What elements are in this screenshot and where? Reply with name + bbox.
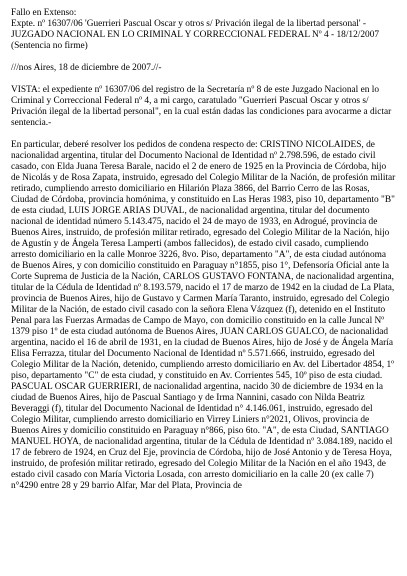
case-reference: Expte. nº 16307/06 'Guerrieri Pascual Oscar y otros s/ Privación ilegal de la libertad personal' - JUZGADO NACIONAL EN LO CRIMINAL Y CORRECCIONAL FEDERAL Nº 4 - 18/12/2007 (Sentencia no firme): [11, 19, 382, 51]
defendants-paragraph: En particular, deberé resolver los pedidos de condena respecto de: CRISTINO NICOLAIDES, de nacionalidad argentina, titular del Documento Nacional de Identidad nº 2.798.596, de estado civil casado, con Elda Juana Teresa Barale, nacido el 2 de enero de 1925 en la Provincia de Córdoba, hijo de Nicolás y de Rosa Zapata, instruido, egresado del Colegio Militar de la Nación, de profesión militar retirado, cumpliendo arresto domiciliario en Hilarión Plaza 3866, del Barrio Cerro de las Rosas, Ciudad de Córdoba, provincia homónima, y constituido en Las Heras 1983, piso 10, departamento "B" de esta ciudad, LUIS JORGE ARIAS DUVAL, de nacionalidad argentina, titular del documento nacional de identidad número 5.143.475, nacido el 24 de mayo de 1933, en Adrogué, provincia de Buenos Aires, instruido, de profesión militar retirado, egresado del Colegio Militar de la Nación, hijo de Agustín y de Ángela Teresa Lamperti (ambos fallecidos), de estado civil casado, cumpliendo arresto domiciliario en la calle Monroe 3226, 8vo. Piso, departamento "A", de esta ciudad autónoma de Buenos Aires, y con domicilio constituido en Paraguay n°1855, piso 1°, Defensoría Oficial ante la Corte Suprema de Justicia de la Nación, CARLOS GUSTAVO FONTANA, de nacionalidad argentina, titular de la Cédula de Identidad nº 8.193.579, nacido el 17 de marzo de 1942 en la ciudad de La Plata, provincia de Buenos Aires, hijo de Gustavo y Carmen María Taranto, instruido, egresado del Colegio Militar de la Nación, de estado civil casado con la señora Elena Vázquez (f), detenido en el Instituto Penal para las Fuerzas Armadas de Campo de Mayo, con domicilio constituido en la calle Juncal Nº 1379 piso 1º de esta ciudad autónoma de Buenos Aires, JUAN CARLOS GUALCO, de nacionalidad argentina, nacido el 16 de abril de 1931, en la ciudad de Buenos Aires, hijo de José y de Ángela María Elisa Ferrazza, titular del Documento Nacional de Identidad nº 5.571.666, instruido, egresado del Colegio Militar de la Nación, detenido, cumpliendo arresto domiciliario en Av. del Libertador 4854, 1º piso, departamento "C" de esta ciudad, y constituido en Av. Corrientes 545, 10º piso de esta ciudad. PASCUAL OSCAR GUERRIERI, de nacionalidad argentina, nacido 30 de diciembre de 1934 en la ciudad de Buenos Aires, hijo de Pascual Santiago y de Irma Nannini, casado con Nilda Beatriz Beveraggi (f), titular del Documento Nacional de Identidad n° 4.146.061, instruido, egresado del Colegio Militar, cumpliendo arresto domiciliario en Virrey Liniers n°2021, Olivos, provincia de Buenos Aires y domicilio constituido en Paraguay n°866, piso 6to. "A", de esta Ciudad, SANTIAGO MANUEL HOYA, de nacionalidad argentina, titular de la Cédula de Identidad nº 3.084.189, nacido el 17 de febrero de 1924, en Cruz del Eje, provincia de Córdoba, hijo de José Antonio y de Teresa Hoya, instruido, de profesión militar retirado, egresado del Colegio Militar de la Nación en el año 1943, de estado civil casado con María Victoria Losada, con arresto domiciliario en la calle 20 (ex calle 7) n°4290 entre 28 y 29 barrio Alfar, Mar del Plata, Provincia de: [11, 140, 398, 491]
document-title: Fallo en Extenso:: [11, 8, 77, 18]
vista-paragraph: VISTA: el expediente nº 16307/06 del registro de la Secretaría nº 8 de este Juzgado Nacional en lo Criminal y Correccional Federal nº 4, a mi cargo, caratulado "Guerrieri Pascual Oscar y otros s/ Privación ilegal de la libertad personal", en la cual están dadas las condiciones para avocarme a dictar sentencia.-: [11, 85, 394, 128]
place-and-date: ///nos Aires, 18 de diciembre de 2007.//-: [11, 63, 162, 73]
paragraph-spacer: [11, 74, 396, 85]
paragraph-spacer: [11, 52, 396, 63]
paragraph-spacer: [11, 129, 396, 140]
